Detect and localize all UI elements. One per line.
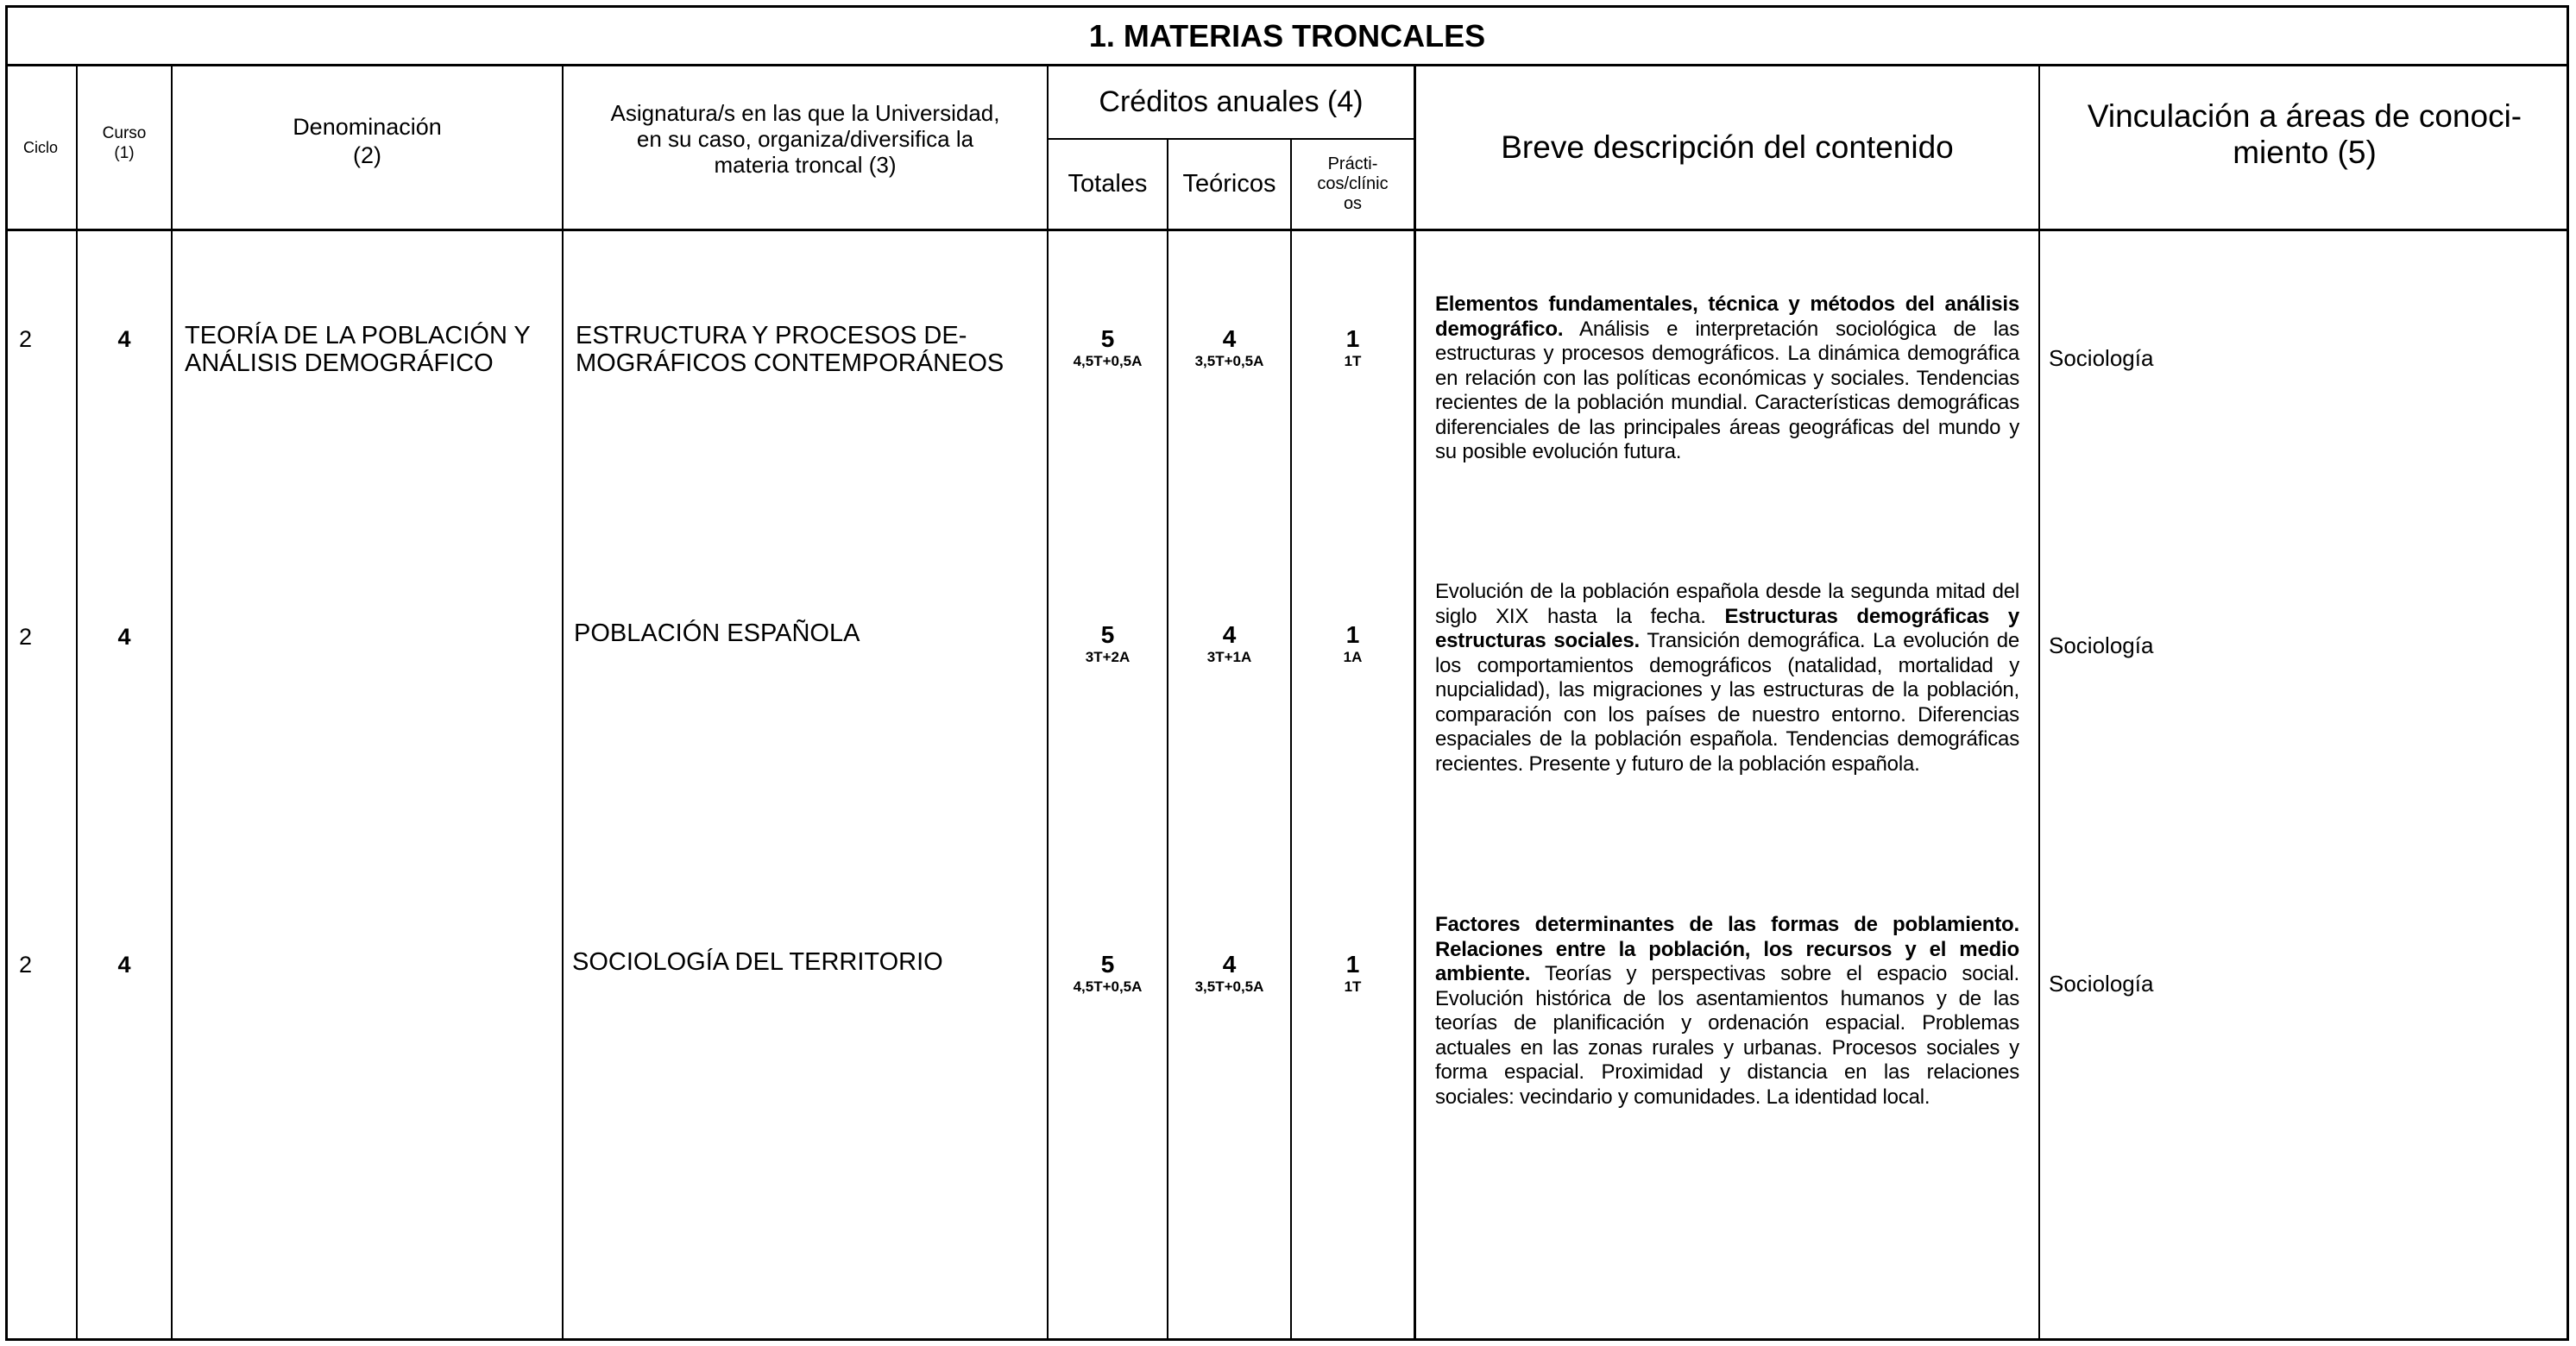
row-practicos-value: 1 [1345,621,1360,648]
header-creditos-label: Créditos anuales (4) [1099,85,1364,118]
row-totales-value: 5 [1100,621,1115,648]
row-asignatura-line2: MOGRÁFICOS CONTEMPORÁNEOS [576,349,1005,377]
row-totales [1049,622,1167,667]
header-totales-label: Totales [1068,170,1148,198]
header-creditos [1049,66,1414,138]
row-teoricos-value: 4 [1222,325,1237,352]
row-practicos [1292,952,1414,997]
row-descripcion-bold: Elementos fundamentales, técnica y métodos del análisis demográfico. [1435,292,2019,341]
row-practicos-sub: 1T [1344,353,1362,369]
col-divider-2 [171,64,173,1341]
row-teoricos-value: 4 [1222,621,1237,648]
row-descripcion-text: Transición demográfica. La evolución de los comportamientos demográficos (natalidad, mortalidad y nupcialidad), las migraciones y las estructuras de la población, comparación con los países de nuestro entorno. Diferencias espaciales de la población española. Tendencias demográficas recientes. Presente y futuro de la población española. [1435,629,2019,776]
row-asignatura-line1: ESTRUCTURA Y PROCESOS DE- [576,322,967,349]
row-practicos [1292,622,1414,667]
header-denominacion-line2: (2) [353,142,381,168]
header-asignatura-line2: en su caso, organiza/diversifica la [636,126,974,152]
row-teoricos-sub: 3T+1A [1206,649,1252,665]
row-totales-value: 5 [1100,951,1115,978]
header-teoricos [1168,140,1290,229]
header-descripcion-label: Breve descripción del contenido [1501,129,1954,165]
header-vinculacion-line1: Vinculación a áreas de conoci- [2087,98,2522,134]
row-descripcion-text: Análisis e interpretación sociológica de las estructuras y procesos demográficos. La dinámica demográfica en relación con las políticas económicas y sociales. Tendencias recientes de la población mundial. Características demográficas diferenciales de las principales áreas geográficas del mundo y su posible evolución futura. [1435,317,2019,463]
header-asignatura [564,66,1047,229]
row-totales-sub: 4,5T+0,5A [1073,353,1143,369]
row-teoricos-sub: 3,5T+0,5A [1194,978,1264,995]
row-practicos [1292,326,1414,371]
header-teoricos-label: Teóricos [1182,170,1276,198]
row-ciclo: 2 [19,326,33,352]
header-vinculacion-line2: miento (5) [2233,135,2377,170]
row-asignatura [572,948,1042,976]
row-practicos-value: 1 [1345,325,1360,352]
row-totales-sub: 3T+2A [1085,649,1131,665]
row-ciclo: 2 [19,952,33,978]
header-curso-line1: Curso [102,124,147,142]
header-asignatura-line3: materia troncal (3) [714,152,897,178]
header-asignatura-line1: Asignatura/s en las que la Universidad, [610,100,1000,126]
row-descripcion [1435,913,2019,1110]
row-totales [1049,952,1167,997]
row-descripcion-text: Teorías y perspectivas sobre el espacio social. Evolución histórica de los asentamientos humanos y de las teorías de planificación y ordenación espacial. Problemas actuales en las zonas rurales y urbanas. Procesos sociales y forma espacial. Proximidad y distancia en las relaciones sociales: vecindario y comunidades. La identidad local. [1435,962,2019,1109]
row-practicos-value: 1 [1345,951,1360,978]
col-divider-3 [562,64,564,1341]
col-divider-4 [1047,64,1049,1341]
header-denominacion-line1: Denominación [293,114,442,140]
row-curso: 4 [117,624,131,650]
row-asignatura-line1: SOCIOLOGÍA DEL TERRITORIO [572,948,943,976]
header-practicos-line3: os [1343,194,1363,213]
header-denominacion [173,66,562,229]
header-divider [5,229,2569,231]
header-curso [78,66,171,229]
header-practicos [1292,140,1414,229]
row-totales [1049,326,1167,371]
row-ciclo: 2 [19,624,33,650]
row-descripcion-bold: Factores determinantes de las formas de poblamiento. Relaciones entre la población, los recursos y el medio ambiente. [1435,913,2019,985]
row-descripcion-pre: Evolución de la población española desde la segunda mitad del siglo XIX hasta la fecha. [1435,580,2019,628]
col-divider-8 [2038,64,2040,1341]
header-practicos-line1: Prácti- [1327,154,1378,173]
col-divider-6 [1290,138,1292,1341]
header-ciclo-label: Ciclo [22,138,58,156]
header-totales [1049,140,1167,229]
header-vinculacion [2040,66,2569,229]
col-divider-5 [1167,138,1168,1341]
row-curso: 4 [117,326,131,352]
row-teoricos [1168,326,1290,371]
row-descripcion [1435,292,2019,465]
row-descripcion-bold: Estructuras demográficas y estructuras sociales. [1435,604,2019,652]
row-teoricos-sub: 3,5T+0,5A [1194,353,1264,369]
row-totales-value: 5 [1100,325,1115,352]
header-curso-line2: (1) [114,144,135,162]
row-teoricos [1168,622,1290,667]
page-title: 1. MATERIAS TRONCALES [1088,18,1486,53]
row-asignatura-line1: POBLACIÓN ESPAÑOLA [574,620,860,647]
row-totales-sub: 4,5T+0,5A [1073,978,1143,995]
row-denominacion-line2: ANÁLISIS DEMOGRÁFICO [185,349,494,377]
row-vinculacion: Sociología [2049,632,2154,658]
row-asignatura [574,620,1044,647]
header-ciclo [5,66,76,229]
row-practicos-sub: 1T [1344,978,1362,995]
row-curso: 4 [117,952,131,978]
row-denominacion-line1: TEORÍA DE LA POBLACIÓN Y [185,322,531,349]
col-divider-1 [76,64,78,1341]
row-vinculacion: Sociología [2049,971,2154,997]
row-vinculacion: Sociología [2049,345,2154,371]
row-asignatura [576,322,1046,377]
header-practicos-line2: cos/clínic [1317,174,1389,193]
header-descripcion [1416,66,2038,229]
row-descripcion [1435,580,2019,777]
row-teoricos [1168,952,1290,997]
row-practicos-sub: 1A [1343,649,1363,665]
col-divider-7 [1414,64,1416,1341]
row-denominacion [185,322,564,377]
row-teoricos-value: 4 [1222,951,1237,978]
